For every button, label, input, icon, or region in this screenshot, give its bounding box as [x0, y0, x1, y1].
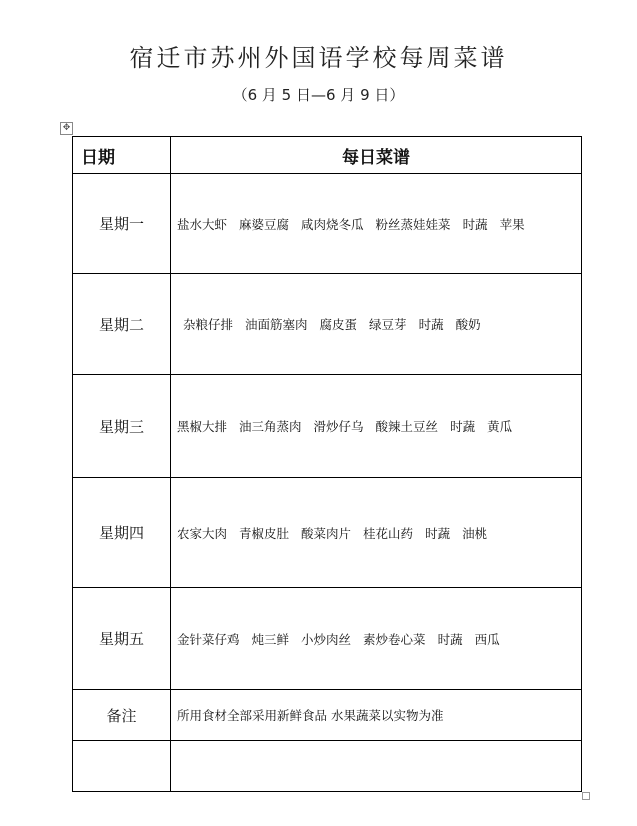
dish-item: 油面筋塞肉 — [245, 317, 308, 332]
dish-item: 时蔬 — [418, 317, 444, 332]
dish-item: 麻婆豆腐 — [239, 216, 290, 232]
dish-item: 黑椒大排 — [177, 419, 228, 434]
dish-item: 酸奶 — [455, 317, 481, 332]
note-text-cell: 所用食材全部采用新鲜食品 水果蔬菜以实物为准 — [171, 690, 582, 741]
dish-item: 油三角蒸肉 — [239, 419, 302, 434]
dish-item: 时蔬 — [425, 525, 451, 541]
header-day: 日期 — [73, 137, 171, 174]
dish-item: 盐水大虾 — [177, 216, 228, 232]
dish-item: 粉丝蒸娃娃菜 — [375, 216, 451, 232]
day-cell: 星期三 — [73, 375, 171, 478]
dishes-cell — [171, 478, 582, 588]
table-row — [73, 375, 582, 478]
dishes-cell — [171, 588, 582, 690]
dish-item: 黄瓜 — [487, 419, 513, 434]
page-title: 宿迁市苏州外国语学校每周菜谱 — [129, 44, 508, 72]
dish-item: 酸菜肉片 — [301, 525, 352, 541]
table-row — [73, 174, 582, 274]
empty-cell — [171, 741, 582, 792]
dish-item: 油桃 — [462, 525, 488, 541]
dish-item: 杂粮仔排 — [183, 317, 234, 332]
table-row — [73, 588, 582, 690]
dishes-cell — [171, 274, 582, 375]
dish-item: 炖三鲜 — [251, 631, 290, 647]
date-range: （6 月 5 日—6 月 9 日） — [232, 86, 405, 104]
dish-item: 小炒肉丝 — [301, 631, 352, 647]
dish-item: 滑炒仔乌 — [313, 419, 364, 434]
dish-item: 酸辣土豆丝 — [375, 419, 439, 434]
header-menu: 每日菜谱 — [171, 137, 582, 174]
dish-item: 农家大肉 — [177, 525, 228, 541]
table-resize-handle-icon[interactable] — [582, 792, 590, 800]
dish-item: 苹果 — [499, 216, 525, 232]
dish-item: 腐皮蛋 — [319, 317, 358, 332]
day-cell: 星期五 — [73, 588, 171, 690]
empty-cell — [73, 741, 171, 792]
dish-item: 青椒皮肚 — [239, 525, 290, 541]
dishes-cell — [171, 174, 582, 274]
dish-item: 桂花山药 — [363, 525, 414, 541]
table-row — [73, 478, 582, 588]
dishes-cell — [171, 375, 582, 478]
dish-item: 时蔬 — [450, 419, 476, 434]
day-cell: 星期二 — [73, 274, 171, 375]
dish-item: 时蔬 — [437, 631, 463, 647]
note-row — [73, 690, 582, 741]
empty-row — [73, 741, 582, 792]
table-header-row — [73, 137, 582, 174]
weekly-menu-table — [72, 136, 582, 792]
dish-item: 金针菜仔鸡 — [177, 631, 240, 647]
dish-item: 时蔬 — [462, 216, 488, 232]
dish-item: 西瓜 — [474, 631, 500, 647]
day-cell: 星期四 — [73, 478, 171, 588]
table-row — [73, 274, 582, 375]
dish-item: 咸肉烧冬瓜 — [301, 216, 364, 232]
day-cell: 星期一 — [73, 174, 171, 274]
table-move-handle-icon[interactable]: ✥ — [60, 122, 73, 135]
dish-item: 素炒卷心菜 — [363, 631, 426, 647]
note-label-cell: 备注 — [73, 690, 171, 741]
dish-item: 绿豆芽 — [369, 317, 407, 332]
